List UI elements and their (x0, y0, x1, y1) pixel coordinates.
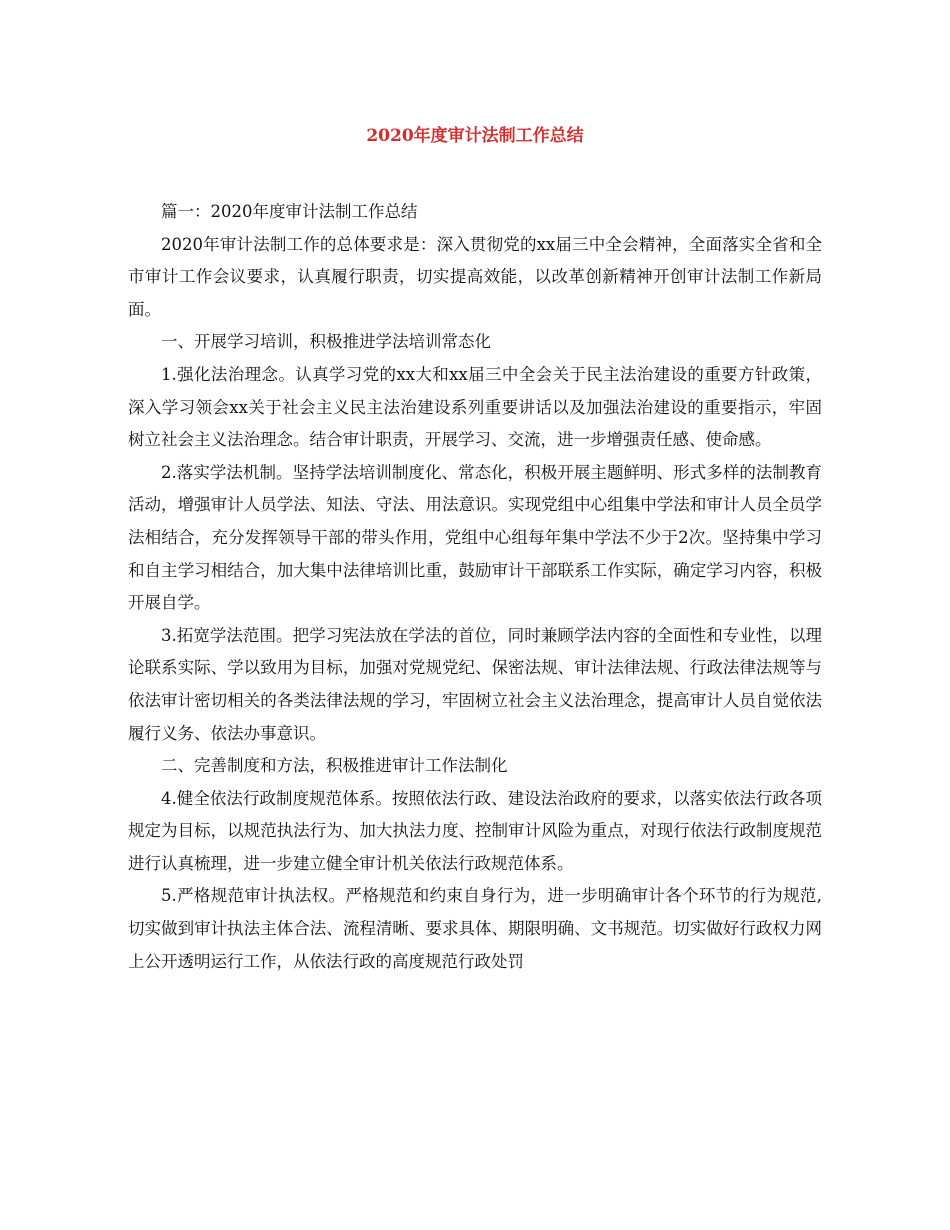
document-body (128, 196, 822, 978)
paragraph-item-4: 4.健全依法行政制度规范体系。按照依法行政、建设法治政府的要求，以落实依法行政各项规定为目标，以规范执法行为、加大执法力度、控制审计风险为重点，对现行依法行政制度规范进行认真梳理，进一步建立健全审计机关依法行政规范体系。 (128, 788, 822, 873)
document-title: 2020年度审计法制工作总结 (366, 126, 584, 146)
paragraph-section-label: 篇一：2020年度审计法制工作总结 (161, 202, 418, 221)
heading-part-two: 二、完善制度和方法，积极推进审计工作法制化 (161, 756, 508, 776)
paragraph-item-5: 5.严格规范审计执法权。严格规范和约束自身行为，进一步明确审计各个环节的行为规范,切实做到审计执法主体合法、流程清晰、要求具体、期限明确、文书规范。切实做好行政权力网上公开透明运行工作，从依法行政的高度规范行政处罚 (128, 886, 822, 971)
heading-part-one: 一、开展学习培训，积极推进学法培训常态化 (161, 332, 491, 352)
paragraph-item-1: 1.强化法治理念。认真学习党的xx大和xx届三中全会关于民主法治建设的重要方针政策，深入学习领会xx关于社会主义民主法治建设系列重要讲话以及加强法治建设的重要指示，牢固树立社会主义法治理念。结合审计职责，开展学习、交流，进一步增强责任感、使命感。 (128, 364, 822, 450)
paragraph-item-2: 2.落实学法机制。坚持学法培训制度化、常态化，积极开展主题鲜明、形式多样的法制教育活动，增强审计人员学法、知法、守法、用法意识。实现党组中心组集中学法和审计人员全员学法相结合，充分发挥领导干部的带头作用，党组中心组每年集中学法不少于2次。坚持集中学习和自主学习相结合，加大集中法律培训比重，鼓励审计干部联系工作实际，确定学习内容，积极开展自学。 (128, 462, 822, 613)
paragraph-item-3: 3.拓宽学法范围。把学习宪法放在学法的首位，同时兼顾学法内容的全面性和专业性，以理论联系实际、学以致用为目标，加强对党规党纪、保密法规、审计法律法规、行政法律法规等与依法审计密切相关的各类法律法规的学习，牢固树立社会主义法治理念，提高审计人员自觉依法履行义务、依法办事意识。 (128, 625, 822, 743)
paragraph-overall-requirement: 2020年审计法制工作的总体要求是：深入贯彻党的xx届三中全会精神，全面落实全省和全市审计工作会议要求，认真履行职责，切实提高效能，以改革创新精神开创审计法制工作新局面。 (128, 234, 822, 319)
